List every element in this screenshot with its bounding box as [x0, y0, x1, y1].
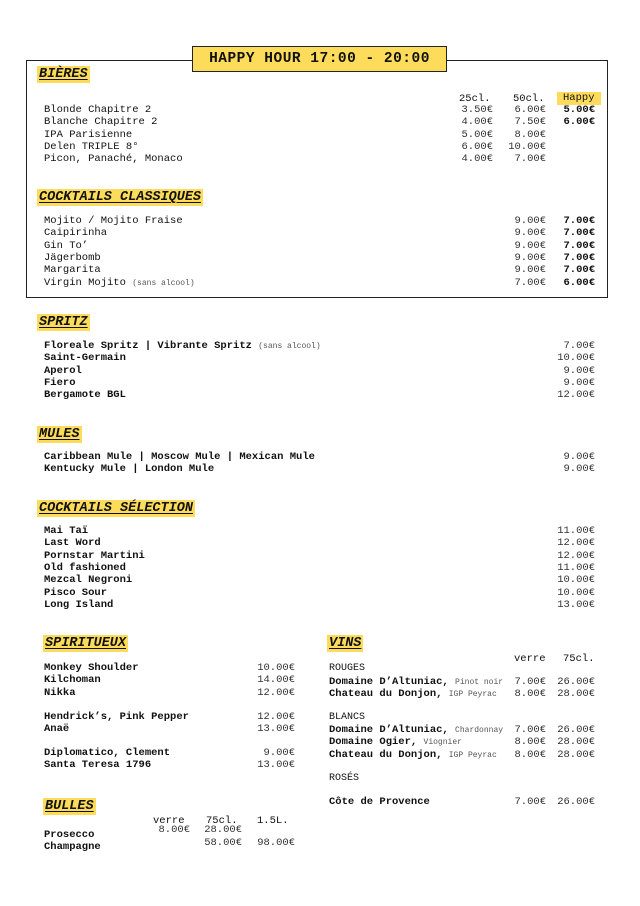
biere-price-50cl: 10.00€: [508, 140, 546, 153]
section-title-mules: MULES: [39, 427, 80, 442]
vin-item-label: Chateau du Donjon,: [329, 748, 443, 761]
spritz-price: 12.00€: [557, 389, 595, 402]
cocktail-classique-label: Jägerbomb: [44, 251, 101, 264]
spiritueux-item: Monkey Shoulder: [44, 662, 139, 674]
vin-item-note: IGP Peyrac: [448, 690, 497, 700]
selection-item: Mezcal Negroni: [44, 574, 133, 587]
selection-price: 12.00€: [557, 537, 595, 550]
cocktail-price: 9.00€: [514, 227, 546, 240]
spiritueux-item: Anaë: [44, 723, 70, 736]
section-title-bulles: BULLES: [45, 799, 94, 814]
cocktail-classique: [44, 215, 183, 227]
cocktail-price-happy: 7.00€: [563, 239, 595, 252]
selection-price: 11.00€: [557, 561, 595, 574]
vin-price-75cl: 28.00€: [557, 688, 595, 701]
vin-item-note: Chardonnay: [455, 726, 504, 735]
cocktail-classique: [44, 252, 101, 264]
biere-name: IPA Parisienne: [44, 128, 133, 141]
biere-price-25cl: 3.50€: [461, 104, 493, 116]
spritz-item: [44, 365, 82, 377]
spritz-item-label: Bergamote BGL: [44, 389, 126, 402]
cocktail-price: 9.00€: [514, 264, 546, 277]
biere-price-25cl: 4.00€: [461, 153, 493, 166]
spritz-price: 9.00€: [563, 364, 595, 377]
spiritueux-price: 13.00€: [257, 759, 295, 772]
biere-name: Blonde Chapitre 2: [44, 104, 152, 116]
cocktail-price: 9.00€: [514, 239, 546, 252]
spritz-item-note: (sans alcool): [258, 342, 321, 351]
cocktail-classique-label: Gin To’: [44, 239, 89, 252]
vin-item-label: Côte de Provence: [329, 796, 430, 808]
biere-name: Picon, Panaché, Monaco: [44, 153, 183, 166]
spiritueux-item: Santa Teresa 1796: [44, 759, 152, 772]
spiritueux-price: 9.00€: [263, 747, 295, 759]
cocktail-classique: [44, 277, 195, 290]
bulles-price-verre: 8.00€: [158, 824, 190, 836]
selection-item: Pornstar Martini: [44, 549, 145, 562]
cocktail-classique-note: (sans alcool): [132, 278, 195, 288]
cocktail-price-happy: 7.00€: [563, 264, 595, 277]
biere-price-50cl: 7.00€: [514, 153, 546, 166]
bulles-price-75cl: 28.00€: [204, 824, 242, 836]
biere-price-50cl: 7.50€: [514, 116, 546, 129]
vins-header-verre: verre: [514, 653, 546, 665]
cocktail-classique: [44, 240, 88, 252]
vin-price-75cl: 26.00€: [557, 796, 595, 808]
selection-price: 11.00€: [557, 525, 595, 537]
vin-price-verre: 8.00€: [514, 748, 546, 761]
biere-price-50cl: 6.00€: [514, 104, 546, 116]
selection-price: 12.00€: [557, 549, 595, 562]
spritz-item-label: Aperol: [44, 364, 82, 377]
vin-item-note: IGP Peyrac: [448, 750, 497, 760]
spiritueux-item: Diplomatico, Clement: [44, 747, 171, 759]
selection-item: Old fashioned: [44, 561, 126, 574]
cocktail-price: 7.00€: [514, 276, 546, 289]
biere-name: Blanche Chapitre 2: [44, 116, 158, 129]
selection-item: Last Word: [44, 537, 101, 550]
cocktail-price-happy: 7.00€: [563, 251, 595, 264]
cocktail-classique: [44, 227, 107, 239]
vin-price-75cl: 28.00€: [557, 736, 595, 749]
spiritueux-price: 12.00€: [257, 686, 295, 699]
spiritueux-price: 13.00€: [257, 723, 295, 736]
bulles-item: Prosecco: [44, 829, 95, 841]
spritz-item: [44, 340, 321, 353]
spritz-item-label: Floreale Spritz | Vibrante Spritz: [44, 340, 252, 352]
spiritueux-item: Hendrick’s, Pink Pepper: [44, 711, 189, 723]
vin-item: [329, 688, 497, 701]
spiritueux-item: Nikka: [44, 686, 76, 699]
vins-blancs-label: BLANCS: [329, 712, 366, 723]
spritz-item: [44, 389, 126, 401]
selection-price: 13.00€: [557, 598, 595, 611]
mule-price: 9.00€: [563, 451, 595, 463]
header-happy: Happy: [557, 92, 601, 105]
bulles-item: Champagne: [44, 841, 101, 853]
selection-price: 10.00€: [557, 586, 595, 599]
vin-price-75cl: 28.00€: [557, 748, 595, 761]
section-title-cocktails-classiques: COCKTAILS CLASSIQUES: [39, 190, 202, 205]
vin-item-note: Pinot noir: [455, 678, 504, 687]
section-title-spiritueux: SPIRITUEUX: [45, 636, 127, 651]
bulles-header-verre: verre: [153, 815, 185, 827]
spritz-item: [44, 377, 76, 389]
vins-header-75cl: 75cl.: [563, 653, 595, 665]
cocktail-classique-label: Margarita: [44, 264, 101, 277]
vin-item-label: Domaine D’Altuniac,: [329, 676, 449, 688]
spritz-item-label: Saint-Germain: [44, 352, 126, 365]
biere-price-25cl: 6.00€: [461, 140, 493, 153]
spiritueux-item: Kilchoman: [44, 674, 101, 687]
bulles-price-75cl: 58.00€: [204, 837, 242, 849]
bulles-header-75cl: 75cl.: [206, 815, 238, 827]
vin-item: [329, 749, 497, 762]
vin-price-verre: 7.00€: [514, 724, 546, 736]
vin-price-verre: 7.00€: [514, 796, 546, 808]
vin-item-label: Domaine D’Altuniac,: [329, 724, 449, 736]
section-title-vins: VINS: [329, 636, 362, 651]
spritz-price: 7.00€: [563, 340, 595, 352]
spiritueux-price: 12.00€: [257, 711, 295, 723]
vin-item-label: Domaine Ogier,: [329, 736, 418, 749]
vin-price-75cl: 26.00€: [557, 676, 595, 688]
spritz-item: [44, 352, 126, 364]
vin-item: [329, 796, 430, 808]
header-50cl: 50cl.: [513, 93, 545, 105]
section-title-bieres: BIÈRES: [39, 67, 88, 82]
selection-price: 10.00€: [557, 574, 595, 587]
bulles-price-15l: 98.00€: [257, 837, 295, 849]
vin-item-note: Viognier: [423, 738, 462, 748]
cocktail-classique-label: Virgin Mojito: [44, 276, 126, 289]
mule-price: 9.00€: [563, 463, 595, 476]
mule-item: Caribbean Mule | Moscow Mule | Mexican Mule: [44, 451, 315, 463]
vin-price-verre: 7.00€: [514, 676, 546, 688]
cocktail-price: 9.00€: [514, 215, 546, 227]
bulles-header-15l: 1.5L.: [257, 815, 289, 827]
cocktail-classique-label: Mojito / Mojito Fraise: [44, 215, 183, 227]
biere-price-happy: 5.00€: [563, 104, 595, 116]
biere-price-25cl: 4.00€: [461, 116, 493, 129]
cocktail-classique: [44, 264, 101, 276]
mule-item: Kentucky Mule | London Mule: [44, 463, 215, 476]
vin-item-label: Chateau du Donjon,: [329, 688, 443, 701]
section-title-cocktails-selection: COCKTAILS SÉLECTION: [39, 501, 193, 516]
cocktail-price-happy: 7.00€: [563, 227, 595, 240]
header-25cl: 25cl.: [459, 93, 491, 105]
biere-price-50cl: 8.00€: [514, 128, 546, 141]
cocktail-price-happy: 6.00€: [563, 276, 595, 289]
cocktail-price-happy: 7.00€: [563, 215, 595, 227]
selection-item: Mai Taï: [44, 525, 89, 537]
vins-rouges-label: ROUGES: [329, 663, 366, 674]
selection-item: Long Island: [44, 598, 114, 611]
section-title-spritz: SPRITZ: [39, 315, 88, 330]
cocktail-classique-label: Caipirinha: [44, 227, 108, 240]
spritz-price: 9.00€: [563, 376, 595, 389]
selection-item: Pisco Sour: [44, 586, 108, 599]
biere-name: Delen TRIPLE 8°: [44, 140, 139, 153]
vin-price-verre: 8.00€: [514, 736, 546, 749]
vin-item: [329, 736, 462, 749]
vin-item: [329, 676, 503, 689]
biere-price-25cl: 5.00€: [461, 128, 493, 141]
biere-price-happy: 6.00€: [563, 116, 595, 129]
spritz-item-label: Fiero: [44, 376, 76, 389]
cocktail-price: 9.00€: [514, 251, 546, 264]
vins-roses-label: ROSÉS: [329, 773, 360, 784]
happy-hour-banner: HAPPY HOUR 17:00 - 20:00: [192, 46, 447, 72]
vin-price-verre: 8.00€: [514, 688, 546, 701]
spritz-price: 10.00€: [557, 352, 595, 365]
spiritueux-price: 14.00€: [257, 674, 295, 687]
vin-item: [329, 724, 503, 737]
vin-price-75cl: 26.00€: [557, 724, 595, 736]
spiritueux-price: 10.00€: [257, 662, 295, 674]
